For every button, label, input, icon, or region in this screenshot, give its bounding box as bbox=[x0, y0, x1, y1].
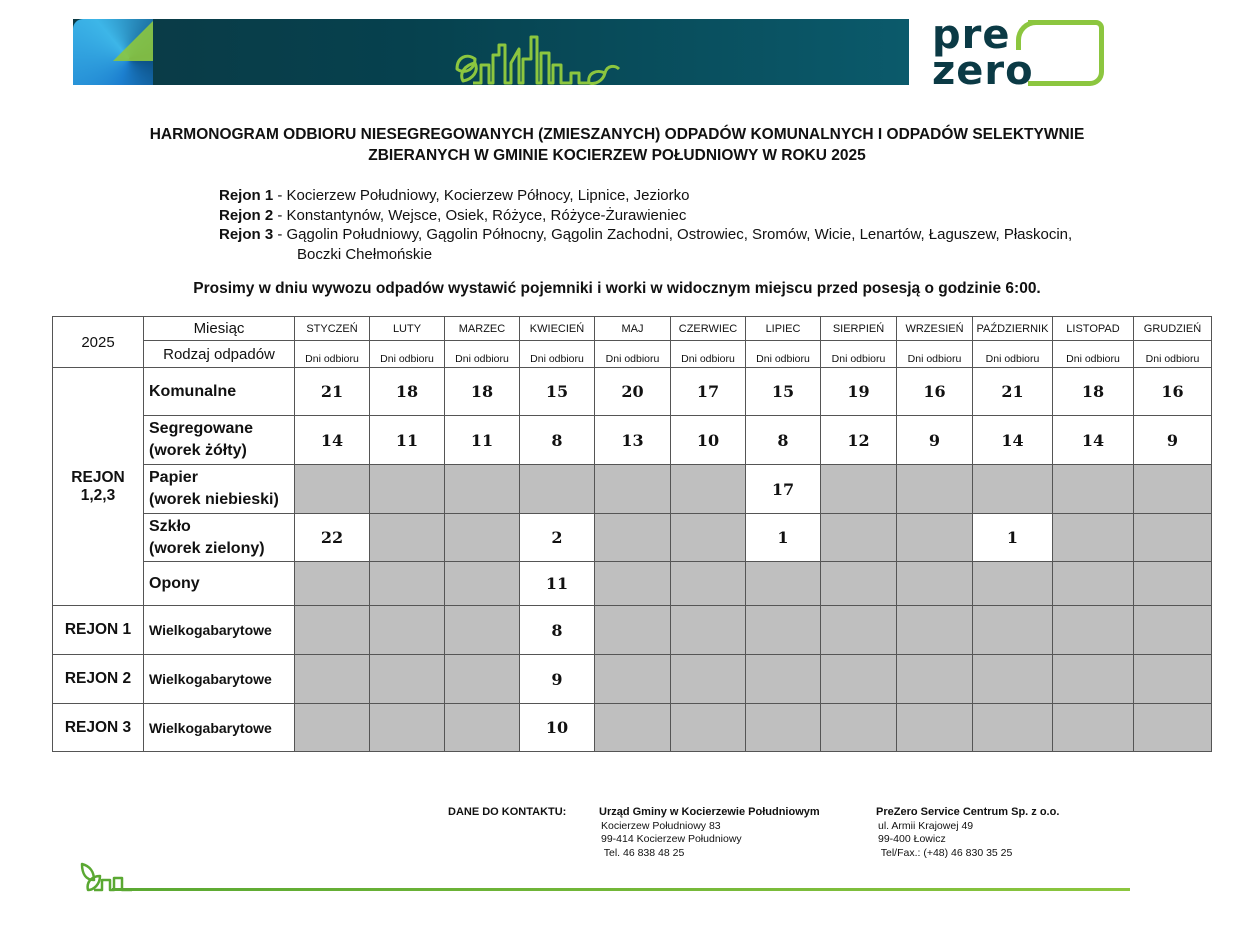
footer-divider bbox=[112, 888, 1130, 891]
month-header: MAJ bbox=[595, 317, 671, 341]
pickup-days-header: Dni odbioru bbox=[1053, 341, 1134, 368]
waste-type-name: Komunalne bbox=[149, 382, 237, 400]
pickup-day-cell bbox=[973, 562, 1053, 606]
office-address-line: Kocierzew Południowy 83 bbox=[601, 819, 721, 832]
region-cell: REJON 3 bbox=[53, 704, 144, 752]
pickup-day-cell: 1 bbox=[746, 514, 821, 562]
pickup-day-cell: 17 bbox=[746, 465, 821, 514]
pickup-day-cell bbox=[1134, 704, 1212, 752]
pickup-day-cell: 10 bbox=[520, 704, 595, 752]
pickup-day-cell bbox=[370, 704, 445, 752]
waste-type-cell: Wielkogabarytowe bbox=[144, 655, 295, 704]
pickup-day-cell bbox=[746, 562, 821, 606]
table-row-segregowane bbox=[53, 416, 1212, 465]
pickup-days-header: Dni odbioru bbox=[595, 341, 671, 368]
region-localities: Boczki Chełmońskie bbox=[297, 245, 433, 263]
pickup-day-cell: 14 bbox=[1053, 416, 1134, 465]
waste-type-cell: Wielkogabarytowe bbox=[144, 606, 295, 655]
pickup-day-cell: 17 bbox=[671, 368, 746, 416]
pickup-day-cell bbox=[973, 606, 1053, 655]
pickup-day-cell bbox=[897, 514, 973, 562]
pickup-day-cell bbox=[595, 465, 671, 514]
table-row-komunalne bbox=[53, 368, 1212, 416]
logo-word-pre: pre bbox=[932, 12, 1011, 58]
pickup-day-cell bbox=[821, 704, 897, 752]
pickup-day-cell bbox=[897, 606, 973, 655]
pickup-days-header: Dni odbioru bbox=[520, 341, 595, 368]
pickup-day-cell: 8 bbox=[746, 416, 821, 465]
pickup-day-cell bbox=[595, 514, 671, 562]
pickup-day-cell: 19 bbox=[821, 368, 897, 416]
waste-type-label: Rodzaj odpadów bbox=[144, 341, 295, 368]
waste-type-cell bbox=[144, 514, 295, 562]
pickup-days-header: Dni odbioru bbox=[973, 341, 1053, 368]
pickup-day-cell bbox=[973, 465, 1053, 514]
pickup-day-cell bbox=[295, 606, 370, 655]
month-header: MARZEC bbox=[445, 317, 520, 341]
pickup-day-cell: 8 bbox=[520, 606, 595, 655]
region-localities: - Kocierzew Południowy, Kocierzew Północy, Lipnice, Jeziorko bbox=[273, 187, 690, 204]
company-address-line: ul. Armii Krajowej 49 bbox=[878, 819, 974, 832]
office-address-line: 99-414 Kocierzew Południowy bbox=[601, 833, 742, 845]
table-row-bulky-rejon-2 bbox=[53, 655, 1212, 704]
pickup-day-cell: 11 bbox=[520, 562, 595, 606]
logo-frame bbox=[1028, 20, 1104, 86]
pickup-day-cell: 9 bbox=[897, 416, 973, 465]
pickup-day-cell: 18 bbox=[370, 368, 445, 416]
month-header: CZERWIEC bbox=[671, 317, 746, 341]
region-group-line-1: REJON bbox=[71, 468, 125, 486]
region-cell: REJON 2 bbox=[53, 655, 144, 704]
waste-type-cell bbox=[144, 416, 295, 465]
pickup-day-cell bbox=[821, 606, 897, 655]
pickup-day-cell bbox=[445, 655, 520, 704]
pickup-days-header: Dni odbioru bbox=[821, 341, 897, 368]
pickup-days-header: Dni odbioru bbox=[746, 341, 821, 368]
region-label: Rejon 3 bbox=[219, 226, 274, 243]
month-header: STYCZEŃ bbox=[295, 317, 370, 341]
pickup-day-cell: 18 bbox=[1053, 368, 1134, 416]
pickup-day-cell: 8 bbox=[520, 416, 595, 465]
pickup-day-cell bbox=[595, 606, 671, 655]
contact-heading: DANE DO KONTAKTU: bbox=[448, 806, 567, 818]
pickup-day-cell bbox=[671, 514, 746, 562]
pickup-days-header: Dni odbioru bbox=[295, 341, 370, 368]
banner-green-triangle bbox=[113, 21, 153, 61]
pickup-day-cell: 20 bbox=[595, 368, 671, 416]
pickup-day-cell bbox=[370, 562, 445, 606]
waste-type-name: Opony bbox=[149, 574, 200, 592]
month-header: LISTOPAD bbox=[1053, 317, 1134, 341]
pickup-day-cell bbox=[445, 704, 520, 752]
pickup-days-header: Dni odbioru bbox=[370, 341, 445, 368]
contact-heading-block bbox=[448, 806, 566, 820]
pickup-day-cell bbox=[671, 465, 746, 514]
pickup-day-cell bbox=[1053, 704, 1134, 752]
region-item-1 bbox=[219, 186, 1072, 206]
pickup-day-cell bbox=[295, 562, 370, 606]
header-banner bbox=[73, 19, 909, 85]
month-header: PAŹDZIERNIK bbox=[973, 317, 1053, 341]
pickup-day-cell bbox=[1053, 465, 1134, 514]
pickup-day-cell bbox=[595, 562, 671, 606]
office-phone: Tel. 46 838 48 25 bbox=[601, 846, 685, 859]
month-header: GRUDZIEŃ bbox=[1134, 317, 1212, 341]
pickup-day-cell bbox=[445, 514, 520, 562]
pickup-day-cell bbox=[821, 465, 897, 514]
pickup-day-cell bbox=[671, 606, 746, 655]
prezero-logo bbox=[930, 12, 1110, 94]
pickup-day-cell bbox=[370, 655, 445, 704]
pickup-day-cell bbox=[1134, 465, 1212, 514]
region-item-3 bbox=[219, 225, 1072, 245]
pickup-day-cell: 2 bbox=[520, 514, 595, 562]
pickup-day-cell bbox=[370, 465, 445, 514]
region-item-2 bbox=[219, 206, 1072, 226]
table-row-szklo bbox=[53, 514, 1212, 562]
pickup-day-cell: 9 bbox=[1134, 416, 1212, 465]
region-group-line-2: 1,2,3 bbox=[80, 486, 116, 504]
leaf-skyline-icon bbox=[453, 35, 623, 85]
header-row-months bbox=[53, 317, 1212, 341]
pickup-day-cell bbox=[671, 704, 746, 752]
pickup-days-header: Dni odbioru bbox=[671, 341, 746, 368]
pickup-day-cell bbox=[1053, 514, 1134, 562]
table-row-bulky-rejon-1 bbox=[53, 606, 1212, 655]
pickup-day-cell: 11 bbox=[370, 416, 445, 465]
pickup-day-cell: 14 bbox=[973, 416, 1053, 465]
pickup-day-cell: 1 bbox=[973, 514, 1053, 562]
year-cell: 2025 bbox=[53, 317, 144, 368]
pickup-day-cell bbox=[897, 704, 973, 752]
notice-text: Prosimy w dniu wywozu odpadów wystawić pojemniki i worki w widocznym miejscu przed posesją o godzinie 6:00. bbox=[193, 280, 1041, 297]
contact-company bbox=[876, 806, 1059, 860]
pickup-day-cell bbox=[595, 655, 671, 704]
region-label: Rejon 2 bbox=[219, 206, 274, 224]
month-label: Miesiąc bbox=[144, 317, 295, 341]
pickup-day-cell bbox=[973, 704, 1053, 752]
pickup-day-cell bbox=[1053, 655, 1134, 704]
pickup-day-cell bbox=[370, 514, 445, 562]
pickup-day-cell: 22 bbox=[295, 514, 370, 562]
company-address-line: 99-400 Łowicz bbox=[878, 833, 946, 845]
pickup-day-cell bbox=[746, 655, 821, 704]
title-line-2: ZBIERANYCH W GMINIE KOCIERZEW POŁUDNIOWY W ROKU 2025 bbox=[368, 147, 866, 164]
table-row-papier bbox=[53, 465, 1212, 514]
pickup-day-cell bbox=[295, 655, 370, 704]
pickup-day-cell: 18 bbox=[445, 368, 520, 416]
contact-office bbox=[599, 806, 820, 860]
page-title bbox=[60, 124, 1174, 166]
waste-type-name: Szkło bbox=[149, 517, 191, 535]
pickup-days-header: Dni odbioru bbox=[1134, 341, 1212, 368]
pickup-day-cell: 13 bbox=[595, 416, 671, 465]
waste-type-bag: (worek zielony) bbox=[149, 539, 265, 557]
logo-word-zero: zero bbox=[932, 48, 1034, 94]
month-header: LUTY bbox=[370, 317, 445, 341]
pickup-day-cell bbox=[1134, 606, 1212, 655]
company-name: PreZero Service Centrum Sp. z o.o. bbox=[876, 806, 1060, 818]
pickup-days-header: Dni odbioru bbox=[445, 341, 520, 368]
regions-list bbox=[219, 186, 1072, 264]
pickup-day-cell bbox=[671, 655, 746, 704]
month-header: LIPIEC bbox=[746, 317, 821, 341]
pickup-day-cell: 16 bbox=[1134, 368, 1212, 416]
region-localities: - Konstantynów, Wejsce, Osiek, Różyce, Różyce-Żurawieniec bbox=[273, 206, 687, 224]
pickup-day-cell: 15 bbox=[746, 368, 821, 416]
region-cell: REJON 1 bbox=[53, 606, 144, 655]
pickup-day-cell bbox=[1053, 606, 1134, 655]
pickup-day-cell bbox=[445, 465, 520, 514]
company-phone: Tel/Fax.: (+48) 46 830 35 25 bbox=[878, 846, 1013, 859]
table-row-opony bbox=[53, 562, 1212, 606]
waste-type-name: Segregowane bbox=[149, 420, 254, 437]
pickup-day-cell: 16 bbox=[897, 368, 973, 416]
office-name: Urząd Gminy w Kocierzewie Południowym bbox=[599, 806, 820, 818]
region-label: Rejon 1 bbox=[219, 187, 274, 204]
pickup-day-cell: 21 bbox=[973, 368, 1053, 416]
pickup-day-cell bbox=[746, 606, 821, 655]
pickup-day-cell bbox=[821, 514, 897, 562]
pickup-day-cell bbox=[897, 655, 973, 704]
waste-type-bag: (worek niebieski) bbox=[149, 491, 279, 508]
pickup-day-cell: 21 bbox=[295, 368, 370, 416]
pickup-day-cell: 9 bbox=[520, 655, 595, 704]
month-header: SIERPIEŃ bbox=[821, 317, 897, 341]
pickup-day-cell bbox=[897, 562, 973, 606]
pickup-day-cell bbox=[370, 606, 445, 655]
pickup-days-header: Dni odbioru bbox=[897, 341, 973, 368]
pickup-day-cell bbox=[897, 465, 973, 514]
pickup-day-cell bbox=[671, 562, 746, 606]
pickup-day-cell bbox=[520, 465, 595, 514]
pickup-day-cell bbox=[445, 562, 520, 606]
pickup-day-cell bbox=[821, 655, 897, 704]
waste-type-cell bbox=[144, 465, 295, 514]
pickup-day-cell bbox=[1134, 562, 1212, 606]
waste-type-cell bbox=[144, 368, 295, 416]
region-group-cell bbox=[53, 368, 144, 606]
pickup-day-cell: 14 bbox=[295, 416, 370, 465]
pickup-day-cell bbox=[746, 704, 821, 752]
region-localities: - Gągolin Południowy, Gągolin Północny, Gągolin Zachodni, Ostrowiec, Sromów, Wicie, Lenartów, Łaguszew, Płaskocin, bbox=[273, 226, 1073, 243]
pickup-day-cell bbox=[445, 606, 520, 655]
waste-type-cell bbox=[144, 562, 295, 606]
pickup-day-cell: 12 bbox=[821, 416, 897, 465]
pickup-day-cell bbox=[595, 704, 671, 752]
title-line-1: HARMONOGRAM ODBIORU NIESEGREGOWANYCH (ZMIESZANYCH) ODPADÓW KOMUNALNYCH I ODPADÓW SELEKTYWNIE bbox=[149, 126, 1085, 143]
pickup-day-cell bbox=[1053, 562, 1134, 606]
month-header: WRZESIEŃ bbox=[897, 317, 973, 341]
pickup-day-cell bbox=[1134, 514, 1212, 562]
pickup-day-cell bbox=[295, 704, 370, 752]
pickup-day-cell bbox=[973, 655, 1053, 704]
pickup-day-cell: 11 bbox=[445, 416, 520, 465]
pickup-day-cell: 10 bbox=[671, 416, 746, 465]
waste-type-bag: (worek żółty) bbox=[149, 442, 247, 459]
waste-type-name: Papier bbox=[149, 469, 198, 486]
pickup-day-cell: 15 bbox=[520, 368, 595, 416]
month-header: KWIECIEŃ bbox=[520, 317, 595, 341]
table-row-bulky-rejon-3 bbox=[53, 704, 1212, 752]
pickup-day-cell bbox=[1134, 655, 1212, 704]
pickup-day-cell bbox=[821, 562, 897, 606]
schedule-table bbox=[52, 316, 1212, 752]
pickup-day-cell bbox=[295, 465, 370, 514]
region-item-3-continuation bbox=[219, 245, 1072, 265]
header-row-subheader bbox=[53, 341, 1212, 368]
waste-type-cell: Wielkogabarytowe bbox=[144, 704, 295, 752]
